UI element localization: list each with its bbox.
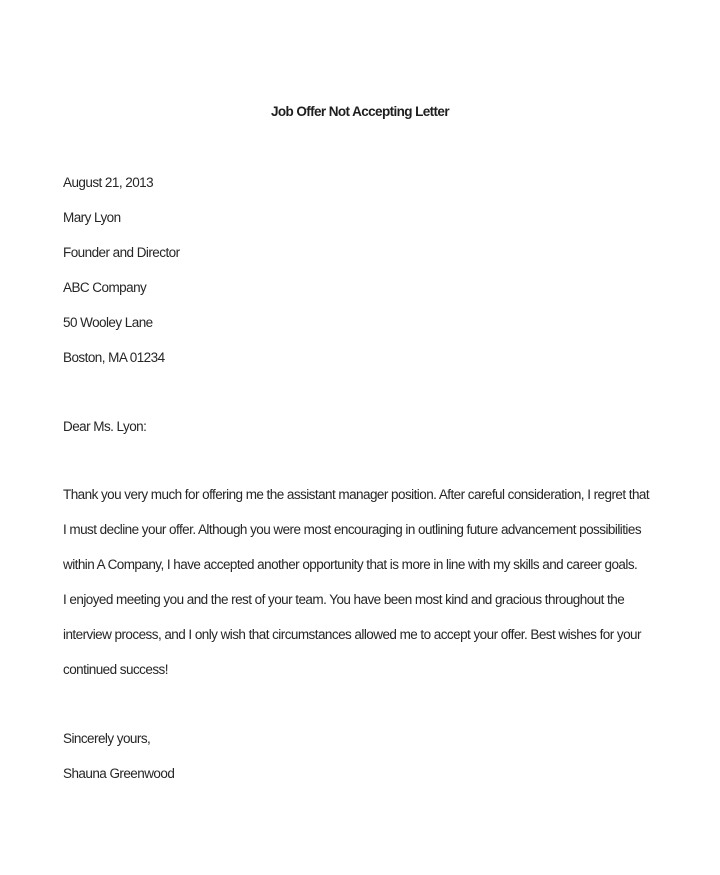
letter-date: August 21, 2013 bbox=[63, 175, 154, 190]
body-line: I enjoyed meeting you and the rest of your team. You have been most kind and gracious throughout the bbox=[63, 592, 625, 607]
recipient-street: 50 Wooley Lane bbox=[63, 315, 153, 330]
body-line: interview process, and I only wish that circumstances allowed me to accept your offer. Best wishes for your bbox=[63, 627, 641, 642]
salutation: Dear Ms. Lyon: bbox=[63, 419, 147, 434]
closing: Sincerely yours, bbox=[63, 731, 151, 746]
recipient-company: ABC Company bbox=[63, 280, 147, 295]
recipient-position: Founder and Director bbox=[63, 245, 180, 260]
recipient-city-state-zip: Boston, MA 01234 bbox=[63, 350, 165, 365]
document-title: Job Offer Not Accepting Letter bbox=[270, 104, 449, 119]
recipient-name: Mary Lyon bbox=[63, 210, 121, 225]
body-line: continued success! bbox=[63, 662, 168, 677]
body-line: Thank you very much for offering me the assistant manager position. After careful consideration, I regret that bbox=[63, 487, 650, 502]
body-line: I must decline your offer. Although you were most encouraging in outlining future advancement possibilities bbox=[63, 522, 642, 537]
signature: Shauna Greenwood bbox=[63, 766, 175, 781]
body-line: within A Company, I have accepted another opportunity that is more in line with my skills and career goals. bbox=[63, 557, 638, 572]
